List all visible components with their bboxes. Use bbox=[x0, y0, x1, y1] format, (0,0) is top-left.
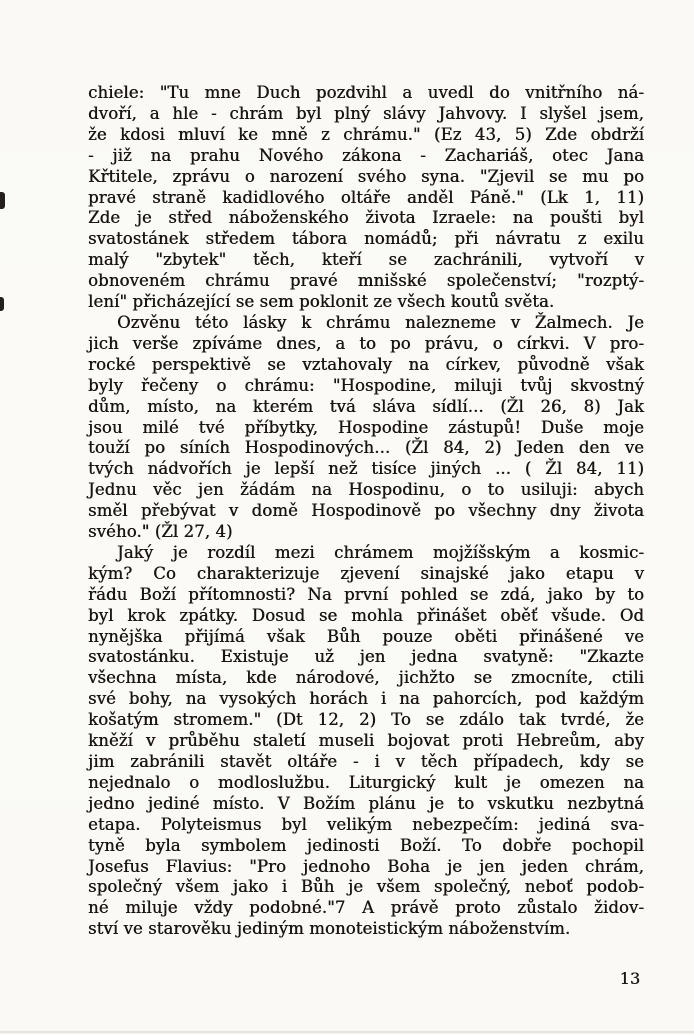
page-edge-shadow bbox=[0, 1031, 694, 1033]
text-line: etapa. Polyteismus byl velikým nebezpečím: jediná sva- bbox=[88, 814, 644, 834]
text-line: lení" přicházející se sem poklonit ze všech koutů světa. bbox=[88, 292, 555, 312]
text-line: tvých nádvořích je lepší než tisíce jiných ... ( Žl 84, 11) bbox=[88, 459, 644, 479]
text-line: - již na prahu Nového zákona - Zachariáš, otec Jana bbox=[88, 145, 644, 165]
text-line: byly řečeny o chrámu: "Hospodine, miluji tvůj skvostný bbox=[88, 375, 644, 395]
text-line: jedno jediné místo. V Božím plánu je to vskutku nezbytná bbox=[88, 793, 644, 813]
text-line: chiele: "Tu mne Duch pozdvihl a uvedl do vnitřního ná- bbox=[88, 83, 644, 102]
text-line: Ozvěnu této lásky k chrámu nalezneme v Žalmech. Je bbox=[117, 312, 644, 332]
text-line: jich verše zpíváme dnes, a to po právu, o církvi. V pro- bbox=[88, 333, 644, 353]
scan-artifact bbox=[0, 297, 4, 311]
text-line: touží po síních Hospodinových... (Žl 84, 2) Jeden den ve bbox=[88, 438, 644, 458]
text-line: jsou milé tvé příbytky, Hospodine zástupů! Duše moje bbox=[88, 417, 644, 437]
text-line: své bohy, na vysokých horách i na pahorcích, pod každým bbox=[88, 689, 644, 709]
text-line: né miluje vždy podobné."7 A právě proto zůstalo židov- bbox=[88, 898, 644, 918]
text-line: ství ve starověku jediným monoteistickým náboženstvím. bbox=[88, 919, 571, 939]
text-line: kněží v průběhu staletí museli bojovat proti Hebreům, aby bbox=[88, 731, 644, 751]
text-line: že kdosi mluví ke mně z chrámu." (Ez 43, 5) Zde obdrží bbox=[88, 124, 644, 144]
text-line: Jednu věc jen žádám na Hospodinu, o to usiluji: abych bbox=[88, 480, 644, 500]
text-line: košatým stromem." (Dt 12, 2) To se zdálo tak tvrdé, že bbox=[88, 710, 644, 730]
text-line: dům, místo, na kterém tvá sláva sídlí... (Žl 26, 8) Jak bbox=[88, 396, 644, 416]
text-line: jim zabránili stavět oltáře - i v těch případech, kdy se bbox=[88, 752, 644, 771]
text-line: kým? Co charakterizuje zjevení sinajské jako etapu v bbox=[88, 563, 644, 583]
text-line: Josefus Flavius: "Pro jednoho Boha je jen jeden chrám, bbox=[88, 856, 644, 876]
text-line: Zde je střed náboženského života Izraele: na poušti byl bbox=[88, 208, 644, 228]
text-line: Jaký je rozdíl mezi chrámem mojžíšským a kosmic- bbox=[117, 542, 644, 562]
text-line: svatostánku. Existuje už jen jedna svatyně: "Zkazte bbox=[88, 647, 644, 667]
body-text bbox=[88, 83, 644, 940]
text-line: řádu Boží přítomnosti? Na první pohled se zdá, jako by to bbox=[88, 584, 644, 604]
page-number: 13 bbox=[619, 969, 640, 988]
text-line: nynějška přijímá však Bůh pouze oběti přinášené ve bbox=[88, 626, 644, 646]
text-line: nejednalo o modloslužbu. Liturgický kult je omezen na bbox=[88, 772, 644, 792]
paragraph bbox=[88, 543, 644, 940]
text-line: byl krok zpátky. Dosud se mohla přinášet oběť všude. Od bbox=[88, 605, 644, 625]
paragraph bbox=[88, 313, 644, 543]
text-line: společný všem jako i Bůh je všem společný, neboť podob- bbox=[88, 877, 644, 897]
text-line: obnoveném chrámu pravé mnišské společenství; "rozptý- bbox=[88, 271, 644, 291]
text-line: směl přebývat v domě Hospodinově po všechny dny života bbox=[88, 501, 644, 521]
paragraph bbox=[88, 83, 644, 313]
text-line: Křtitele, zprávu o narození svého syna. "Zjevil se mu po bbox=[88, 166, 644, 186]
text-line: tyně byla symbolem jedinosti Boží. To dobře pochopil bbox=[88, 835, 644, 855]
text-line: svatostánek středem tábora nomádů; při návratu z exilu bbox=[88, 229, 644, 249]
text-line: svého." (Žl 27, 4) bbox=[88, 522, 233, 542]
text-line: malý "zbytek" těch, kteří se zachránili, vytvoří v bbox=[88, 250, 644, 270]
text-line: pravé straně kadidlového oltáře anděl Páně." (Lk 1, 11) bbox=[88, 187, 644, 207]
text-line: dvoří, a hle - chrám byl plný slávy Jahvovy. I slyšel jsem, bbox=[88, 103, 644, 123]
scan-artifact bbox=[0, 192, 5, 209]
text-line: rocké perspektivě se vztahovaly na církev, původně však bbox=[88, 354, 644, 374]
text-line: všechna místa, kde národové, jichžto se zmocníte, ctili bbox=[88, 668, 644, 688]
